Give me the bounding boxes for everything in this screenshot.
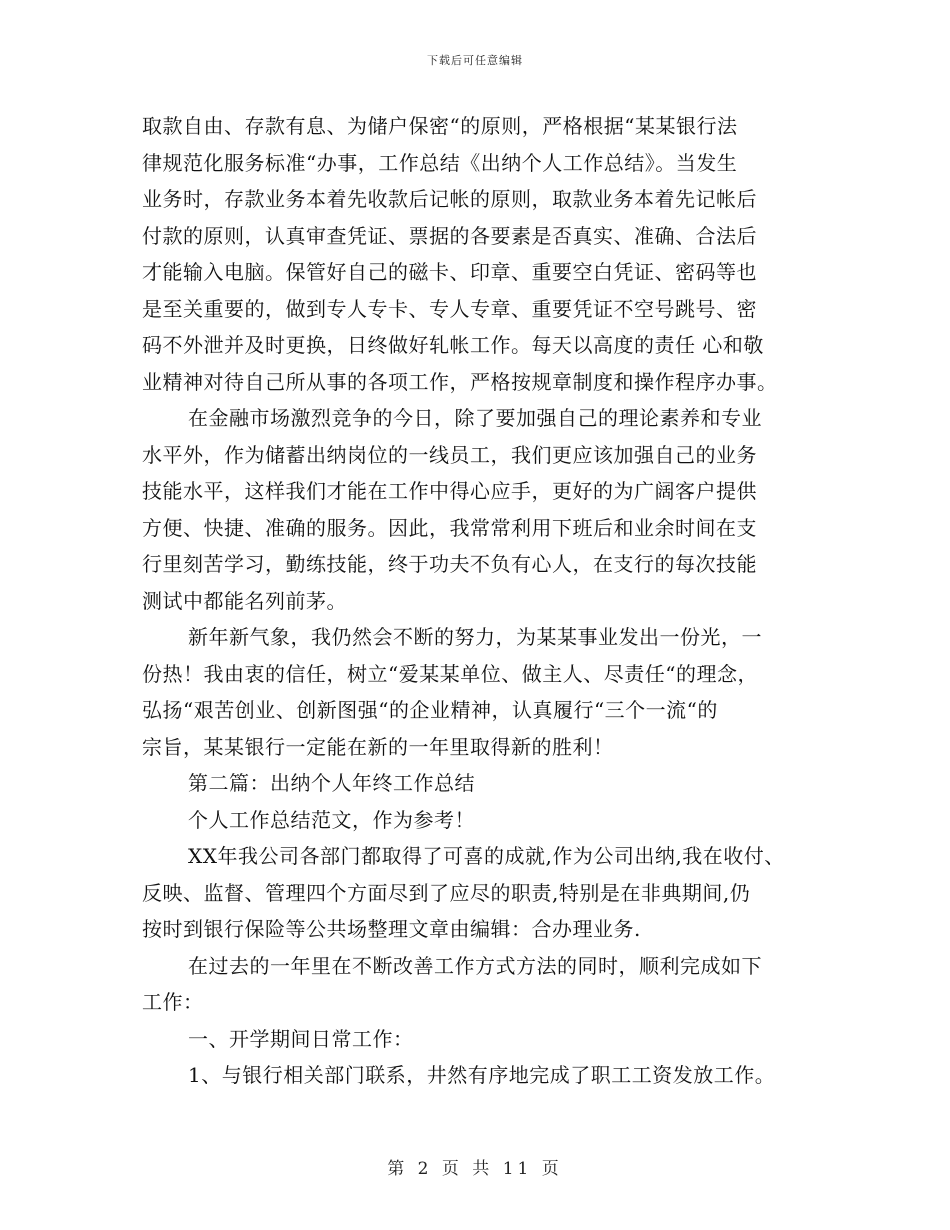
text-line: 1、与银行相关部门联系，井然有序地完成了职工工资发放工作。 <box>188 1063 776 1087</box>
text-line: 测试中都能名列前茅。 <box>142 588 347 613</box>
text-line: 弘扬“艰苦创业、创新图强“的企业精神，认真履行“三个一流“的 <box>142 698 718 722</box>
page-header: 下载后可任意编辑 <box>427 54 523 67</box>
text-line: 行里刻苦学习，勤练技能，终于功夫不负有心人，在支行的每次技能 <box>142 552 757 576</box>
text-line: 宗旨，某某银行一定能在新的一年里取得新的胜利！ <box>142 734 614 759</box>
text-line: 反映、监督、管理四个方面尽到了应尽的职责,特别是在非典期间,仍 <box>142 880 751 905</box>
text-line: 才能输入电脑。保管好自己的磁卡、印章、重要空白凭证、密码等也 <box>142 260 757 284</box>
text-line: 技能水平，这样我们才能在工作中得心应手，更好的为广阔客户提供 <box>142 479 757 503</box>
text-line: 业务时，存款业务本着先收款后记帐的原则，取款业务本着先记帐后 <box>142 187 757 211</box>
text-line: 个人工作总结范文，作为参考！ <box>188 807 475 832</box>
text-line: 方便、快捷、准确的服务。因此，我常常利用下班后和业余时间在支 <box>142 515 757 540</box>
text-line: 第二篇：出纳个人年终工作总结 <box>188 771 475 795</box>
text-line: 取款自由、存款有息、为储户保密“的原则，严格根据“某某银行法 <box>142 114 738 138</box>
text-line: 业精神对待自己所从事的各项工作，严格按规章制度和操作程序办事。 <box>142 369 778 394</box>
document-body <box>142 108 822 1094</box>
text-line: 新年新气象，我仍然会不断的努力，为某某事业发出一份光，一 <box>188 625 762 649</box>
text-line: 在过去的一年里在不断改善工作方式方法的同时，顺利完成如下 <box>188 953 762 978</box>
text-line: 工作： <box>142 990 204 1014</box>
page-footer: 第 2 页 共 11 页 <box>387 1159 563 1179</box>
text-line: XX年我公司各部门都取得了可喜的成就,作为公司出纳,我在收付、 <box>188 844 785 868</box>
text-line: 一、开学期间日常工作： <box>188 1026 414 1051</box>
text-line: 是至关重要的，做到专人专卡、专人专章、重要凭证不空号跳号、密 <box>142 296 757 321</box>
text-line: 份热！我由衷的信任，树立“爱某某单位、做主人、尽责任“的理念， <box>142 661 758 686</box>
text-line: 水平外，作为储蓄出纳岗位的一线员工，我们更应该加强自己的业务 <box>142 442 757 467</box>
text-line: 付款的原则，认真审查凭证、票据的各要素是否真实、准确、合法后 <box>142 223 757 248</box>
text-line: 律规范化服务标准“办事，工作总结《出纳个人工作总结》。当发生 <box>142 150 738 175</box>
text-line: 在金融市场激烈竞争的今日，除了要加强自己的理论素养和专业 <box>188 406 762 430</box>
text-line: 码不外泄并及时更换，日终做好轧帐工作。每天以高度的责任 心和敬 <box>142 333 764 357</box>
text-line: 按时到银行保险等公共场整理文章由编辑：合办理业务. <box>142 917 641 941</box>
